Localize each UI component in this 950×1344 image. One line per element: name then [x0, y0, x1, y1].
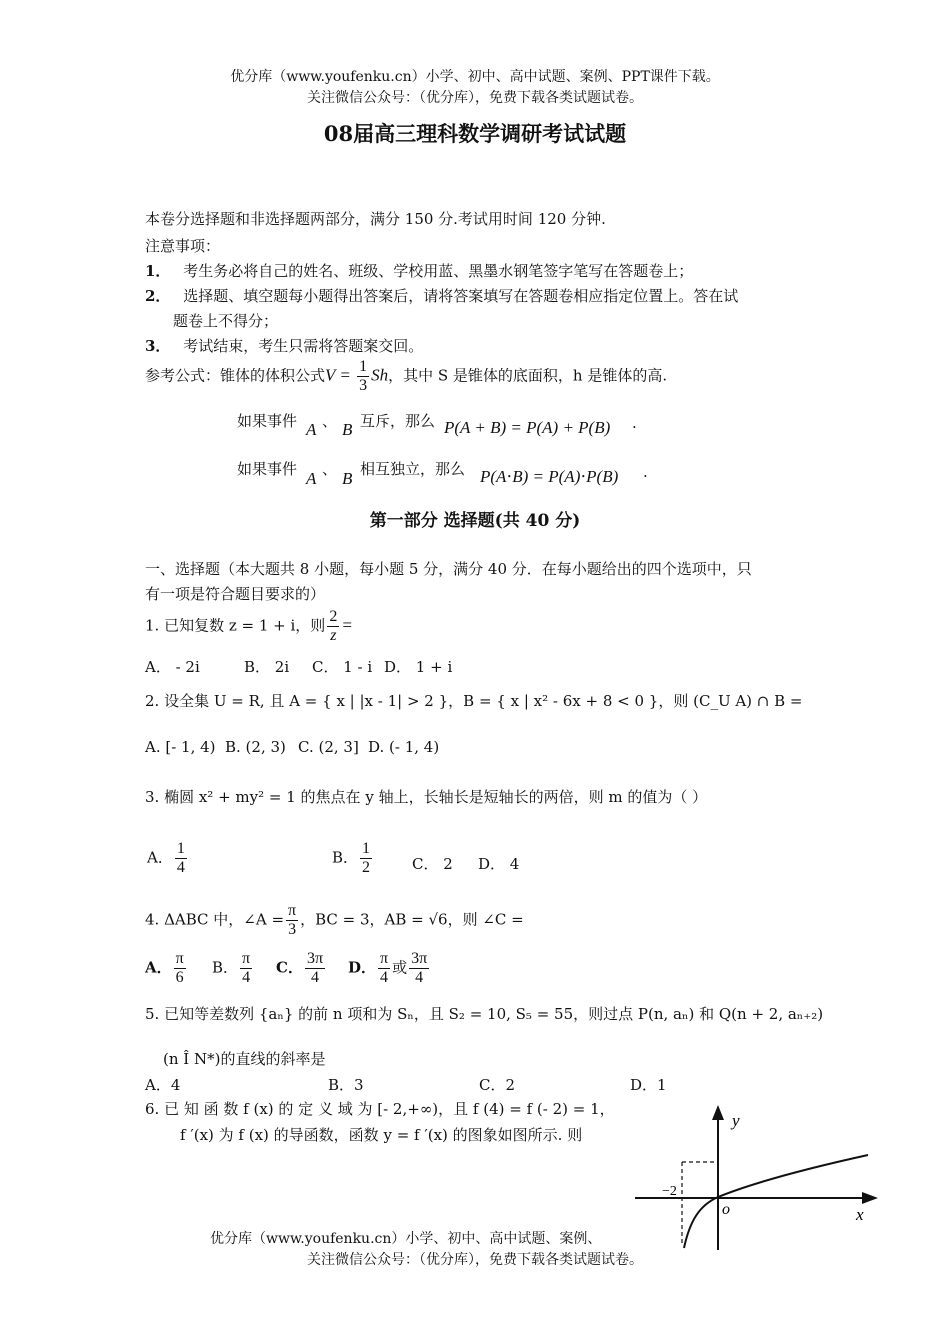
question-5-option-a[interactable]: A．4	[145, 1076, 181, 1094]
notice-item-2	[145, 285, 738, 306]
notice-text: 考生务必将自己的姓名、班级、学校用蓝、黑墨水钢笔签字笔写在答题卷上；	[183, 262, 694, 280]
formula-exclusive-event-a: A	[306, 420, 317, 439]
reference-formula-tail: Sh	[371, 365, 389, 385]
question-3-stem: 3. 椭圆 x² + my² = 1 的焦点在 y 轴上，长轴长是短轴长的两倍，则 m 的值为（ ）	[145, 788, 708, 806]
formula-exclusive-event-b: B	[342, 420, 353, 439]
y-axis-label: y	[732, 1111, 740, 1130]
fraction-denominator: 4	[176, 859, 185, 876]
fraction-denominator: 4	[242, 969, 251, 986]
footer-line-1: 优分库（www.youfenku.cn）小学、初中、高中试题、案例、	[210, 1231, 602, 1247]
fraction-denominator: 3	[359, 377, 368, 394]
question-4-stem	[145, 902, 524, 939]
question-4-option-b[interactable]	[212, 950, 254, 987]
question-5-option-c[interactable]: C．2	[479, 1076, 516, 1094]
question-6-line-2: f ′(x) 为 f (x) 的导函数，函数 y = f ′(x) 的图象如图所示. 则	[180, 1126, 583, 1144]
formula-exclusive-prefix: 如果事件	[237, 412, 298, 430]
reference-formula: V =	[325, 365, 356, 385]
formula-independent-event-b: B	[342, 469, 353, 488]
fraction-numerator: 1	[359, 358, 368, 375]
question-2-stem: 2. 设全集 U = R, 且 A = { x | |x - 1| > 2 }，B = { x | x² - 6x + 8 < 0 }，则 (C_U A) ∩ B =	[145, 692, 803, 710]
question-text: 1. 已知复数 z = 1 + i，则	[145, 616, 326, 635]
question-1-option-d[interactable]: D． 1 + i	[384, 658, 453, 676]
header-line-1: 优分库（www.youfenku.cn）小学、初中、高中试题、案例、PPT课件下载。	[230, 69, 720, 85]
question-5-option-b[interactable]: B．3	[328, 1076, 364, 1094]
question-text-tail: ，BC = 3，AB = √6，则 ∠C =	[300, 910, 524, 929]
notice-item-2-continued: 题卷上不得分；	[173, 312, 279, 330]
reference-description: ，其中 S 是锥体的底面积，h 是锥体的高.	[388, 366, 668, 385]
fraction-one-quarter	[175, 840, 187, 877]
section-instruction-line-2: 有一项是符合题目要求的）	[145, 585, 326, 603]
fraction-numerator: π	[242, 950, 251, 967]
question-1-option-c[interactable]: C． 1 - i	[312, 658, 373, 676]
option-label: D．	[348, 958, 377, 977]
question-1-option-b[interactable]: B． 2i	[244, 658, 290, 676]
fraction-numerator: 3π	[306, 950, 324, 967]
question-2-option-a[interactable]: A. [- 1, 4)	[145, 738, 216, 756]
fraction-denominator: 4	[380, 969, 389, 986]
fraction-option	[409, 950, 429, 987]
option-label: C．	[276, 958, 303, 977]
reference-formula-line	[145, 358, 667, 395]
fraction-numerator: π	[288, 902, 297, 919]
question-2-option-b[interactable]: B. (2, 3)	[225, 738, 286, 756]
section-instruction-line-1: 一、选择题（本大题共 8 小题，每小题 5 分，满分 40 分．在每小题给出的四个选项中，只	[145, 560, 752, 578]
option-label: A．	[145, 958, 172, 977]
notice-heading: 注意事项：	[145, 237, 221, 255]
x-axis-arrow-icon	[862, 1192, 878, 1204]
notice-number: 3．	[145, 337, 171, 355]
fraction-denominator: z	[330, 627, 337, 644]
question-6-line-1: 6. 已 知 函 数 f (x) 的 定 义 域 为 [- 2,+∞)，且 f (4) = f (- 2) = 1，	[145, 1100, 615, 1118]
fraction-2-over-z	[327, 608, 339, 645]
tick-label: −2	[662, 1184, 677, 1199]
or-text: 或	[392, 958, 408, 977]
intro-line: 本卷分选择题和非选择题两部分，满分 150 分.考试用时间 120 分钟.	[145, 210, 606, 228]
question-3-option-c[interactable]: C． 2	[412, 855, 453, 873]
fraction-one-third	[357, 358, 369, 395]
notice-text: 考试结束，考生只需将答题案交回。	[183, 337, 424, 355]
fraction-numerator: π	[380, 950, 389, 967]
fraction-denominator: 3	[288, 921, 297, 938]
question-4-option-d[interactable]	[348, 950, 431, 987]
fraction-denominator: 4	[310, 969, 319, 986]
reference-label: 参考公式：锥体的体积公式	[145, 366, 326, 385]
page-title: 08届高三理科数学调研考试试题	[323, 121, 627, 146]
formula-independent-mid: 相互独立，那么	[360, 460, 466, 478]
option-label: B．	[332, 848, 359, 867]
derivative-curve	[684, 1155, 868, 1248]
fraction-denominator: 4	[415, 969, 424, 986]
question-2-option-c[interactable]: C. (2, 3]	[298, 738, 359, 756]
fraction-numerator: 2	[329, 608, 338, 625]
fraction-numerator: π	[175, 950, 184, 967]
formula-independent-end: .	[643, 463, 648, 481]
question-3-option-b[interactable]	[332, 840, 374, 877]
question-2-option-d[interactable]: D. (- 1, 4)	[368, 738, 440, 756]
fraction-denominator: 2	[362, 859, 371, 876]
fraction-option	[174, 950, 186, 987]
fraction-option	[240, 950, 252, 987]
question-1-option-a[interactable]: A． - 2i	[145, 658, 200, 676]
question-4-option-c[interactable]	[276, 950, 327, 987]
option-label: A．	[147, 848, 173, 867]
notice-item-3	[145, 335, 423, 356]
question-3-option-a[interactable]	[147, 840, 189, 877]
fraction-option	[378, 950, 390, 987]
fraction-numerator: 3π	[411, 950, 428, 967]
formula-exclusive: P(A + B) = P(A) + P(B)	[444, 418, 611, 437]
fraction-numerator: 1	[362, 840, 371, 857]
formula-exclusive-end: .	[632, 414, 637, 432]
question-5-stem-2: (n Î N*)的直线的斜率是	[163, 1050, 326, 1068]
fraction-pi-over-3	[286, 902, 298, 939]
question-1-stem	[145, 608, 353, 645]
question-text: 4. ΔABC 中，∠A =	[145, 910, 285, 929]
question-4-option-a[interactable]	[145, 950, 188, 987]
x-axis-label: x	[856, 1205, 864, 1224]
formula-independent-separator: 、	[322, 460, 338, 478]
equals-sign: =	[341, 615, 353, 635]
formula-independent: P(A⋅B) = P(A)⋅P(B)	[480, 467, 619, 486]
option-label: B．	[212, 958, 239, 977]
notice-number: 2．	[145, 287, 171, 305]
notice-number: 1．	[145, 262, 171, 280]
footer-line-2: 关注微信公众号：（优分库），免费下载各类试题试卷。	[307, 1252, 643, 1268]
question-5-stem: 5. 已知等差数列 {aₙ} 的前 n 项和为 Sₙ，且 S₂ = 10, S₅ = 55，则过点 P(n, aₙ) 和 Q(n + 2, aₙ₊₂)	[145, 1005, 824, 1023]
fraction-option	[305, 950, 325, 987]
fraction-numerator: 1	[176, 840, 185, 857]
question-3-option-d[interactable]: D． 4	[478, 855, 520, 873]
y-axis-arrow-icon	[712, 1105, 724, 1120]
header-line-2: 关注微信公众号：（优分库），免费下载各类试题试卷。	[307, 90, 643, 106]
derivative-graph	[630, 1100, 880, 1252]
formula-exclusive-mid: 互斥，那么	[360, 412, 436, 430]
fraction-one-half	[360, 840, 372, 877]
formula-exclusive-separator: 、	[322, 412, 338, 430]
formula-independent-event-a: A	[306, 469, 317, 488]
notice-text: 选择题、填空题每小题得出答案后，请将答案填写在答题卷相应指定位置上。答在试	[183, 287, 739, 305]
notice-item-1	[145, 260, 693, 281]
question-5-option-d[interactable]: D．1	[630, 1076, 667, 1094]
part-heading: 第一部分 选择题(共 40 分)	[369, 511, 581, 531]
formula-independent-prefix: 如果事件	[237, 460, 298, 478]
origin-label: o	[722, 1201, 730, 1218]
fraction-denominator: 6	[175, 969, 184, 986]
